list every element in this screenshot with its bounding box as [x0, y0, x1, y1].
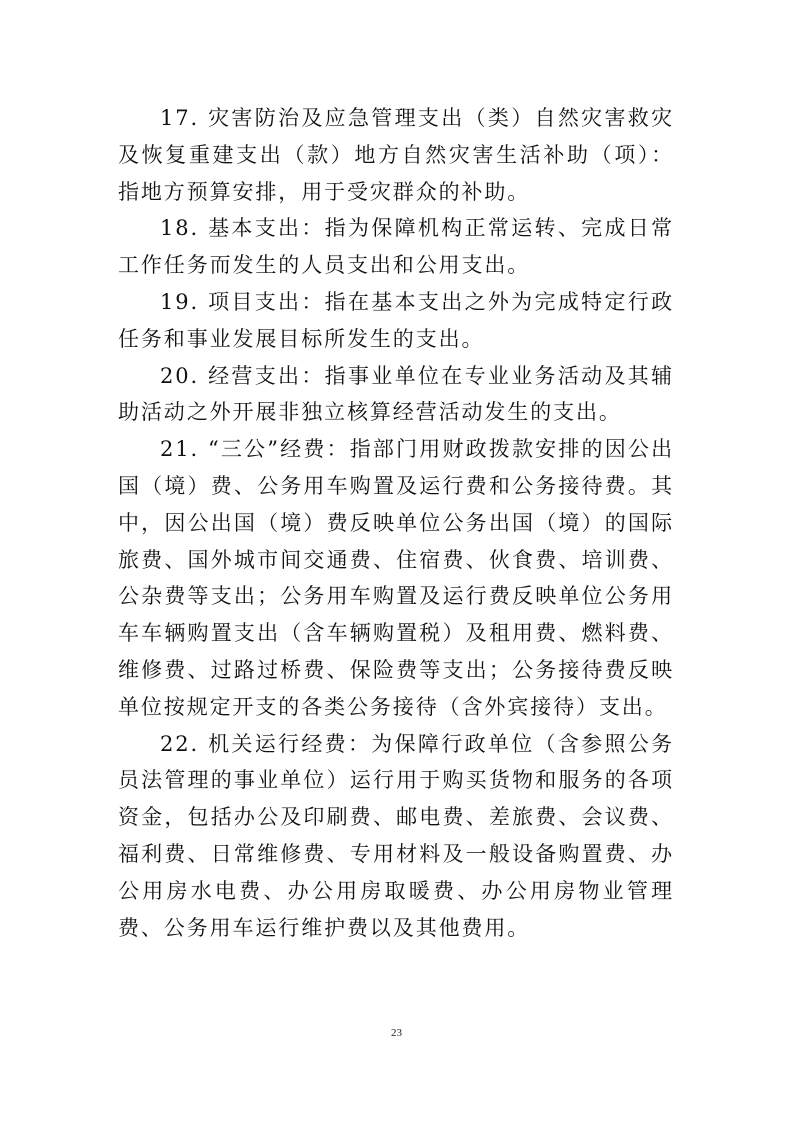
- paragraph-19-project-expenditure: 19. 项目支出：指在基本支出之外为完成特定行政任务和事业发展目标所发生的支出。: [118, 289, 674, 351]
- paragraph-22-agency-operating-funds: 22. 机关运行经费：为保障行政单位（含参照公务员法管理的事业单位）运行用于购买货物和服务的各项资金，包括办公及印刷费、邮电费、差旅费、会议费、福利费、日常维修费、专用材料及一般设备购置费、办公用房水电费、办公用房取暖费、办公用房物业管理费、公务用车运行维护费以及其他费用。: [118, 731, 674, 940]
- paragraph-20-operating-expenditure: 20. 经营支出：指事业单位在专业业务活动及其辅助活动之外开展非独立核算经营活动发生的支出。: [118, 363, 674, 425]
- paragraph-21-three-public-expenses: 21. “三公”经费：指部门用财政拨款安排的因公出国（境）费、公务用车购置及运行费和公务接待费。其中，因公出国（境）费反映单位公务出国（境）的国际旅费、国外城市间交通费、住宿费、伙食费、培训费、公杂费等支出；公务用车购置及运行费反映单位公务用车车辆购置支出（含车辆购置税）及租用费、燃料费、维修费、过路过桥费、保险费等支出；公务接待费反映单位按规定开支的各类公务接待（含外宾接待）支出。: [118, 437, 674, 719]
- page-body: [118, 100, 674, 946]
- paragraph-18-basic-expenditure: 18. 基本支出：指为保障机构正常运转、完成日常工作任务而发生的人员支出和公用支出。: [118, 216, 674, 278]
- paragraph-17-disaster-relief: 17. 灾害防治及应急管理支出（类）自然灾害救灾及恢复重建支出（款）地方自然灾害生活补助（项）：指地方预算安排，用于受灾群众的补助。: [118, 106, 674, 204]
- page-number: 23: [391, 1027, 402, 1039]
